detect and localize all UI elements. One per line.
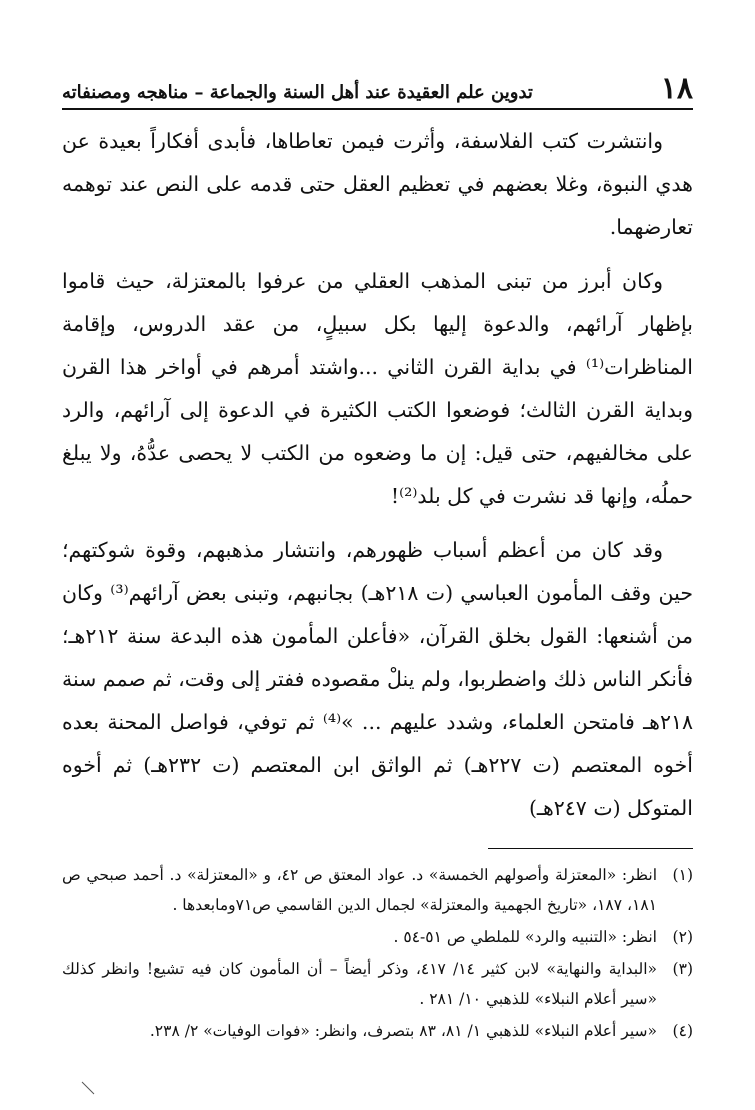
- footnote-text: انظر: «التنبيه والرد» للملطي ص ٥١-٥٤ .: [393, 928, 657, 946]
- footnote-text: انظر: «المعتزلة وأصولهم الخمسة» د. عواد المعتق ص ٤٢، و «المعتزلة» د. أحمد صبحي ص ١٨١، ١٨٧، «تاريخ الجهمية والمعتزلة» لجمال الدين القاسمي ص٧١ومابعدها .: [62, 866, 657, 914]
- main-text: [62, 120, 693, 841]
- footnote-rule: [488, 848, 693, 849]
- footnote-number: (١): [672, 866, 693, 884]
- header-rule: [62, 108, 693, 110]
- running-title: تدوين علم العقيدة عند أهل السنة والجماعة – مناهجه ومصنفاته: [62, 82, 533, 104]
- footnote-number: (٤): [672, 1022, 693, 1040]
- paragraph: وكان أبرز من تبنى المذهب العقلي من عرفوا بالمعتزلة، حيث قاموا بإظهار آرائهم، والدعوة إليها بكل سبيلٍ، من عقد الدروس، وإقامة المناظرات⁽¹⁾ في بداية القرن الثاني ...واشتد أمرهم في أواخر هذا القرن وبداية القرن الثالث؛ فوضعوا الكتب الكثيرة في الدعوة إلى آرائهم، والرد على مخالفيهم، حتى قيل: إن ما وضعوه من الكتب لا يحصى عدُّهُ، ولا يبلغ حملُه، وإنها قد نشرت في كل بلد⁽²⁾!: [62, 269, 693, 508]
- page-header: [62, 66, 693, 104]
- footnote-number: (٢): [672, 928, 693, 946]
- footnote-text: «البداية والنهاية» لابن كثير ١٤/ ٤١٧، وذكر أيضاً – أن المأمون كان فيه تشيع! وانظر كذلك «سير أعلام النبلاء» للذهبي ١٠/ ٢٨١ .: [62, 960, 657, 1008]
- paragraph: وقد كان من أعظم أسباب ظهورهم، وانتشار مذهبهم، وقوة شوكتهم؛ حين وقف المأمون العباسي (ت ٢١٨هـ) بجانبهم، وتبنى بعض آرائهم⁽³⁾ وكان من أشنعها: القول بخلق القرآن، «فأعلن المأمون هذه البدعة سنة ٢١٢هـ؛ فأنكر الناس ذلك واضطربوا، ولم ينلْ مقصوده ففتر إلى وقت، ثم صمم سنة ٢١٨هـ فامتحن العلماء، وشدد عليهم ... »⁽⁴⁾ ثم توفي، فواصل المحنة بعده أخوه المعتصم (ت ٢٢٧هـ) ثم الواثق ابن المعتصم (ت ٢٣٢هـ) ثم أخوه المتوكل (ت ٢٤٧هـ): [62, 538, 694, 820]
- paragraph: وانتشرت كتب الفلاسفة، وأثرت فيمن تعاطاها، فأبدى أفكاراً بعيدة عن هدي النبوة، وغلا بعضهم في تعظيم العقل حتى قدمه على النص عند توهمه تعارضهما.: [62, 129, 693, 239]
- footnote: [62, 860, 693, 920]
- scan-mark: [80, 1080, 96, 1096]
- footnote: [62, 922, 693, 952]
- footnotes: [62, 860, 693, 1048]
- footnote-number: (٣): [672, 960, 693, 978]
- footnote-text: «سير أعلام النبلاء» للذهبي ١/ ٨١، ٨٣ بتصرف، وانظر: «فوات الوفيات» ٢/ ٢٣٨.: [149, 1022, 657, 1040]
- footnote: [62, 1016, 693, 1046]
- page-number: ١٨: [660, 71, 693, 106]
- footnote: [62, 954, 693, 1014]
